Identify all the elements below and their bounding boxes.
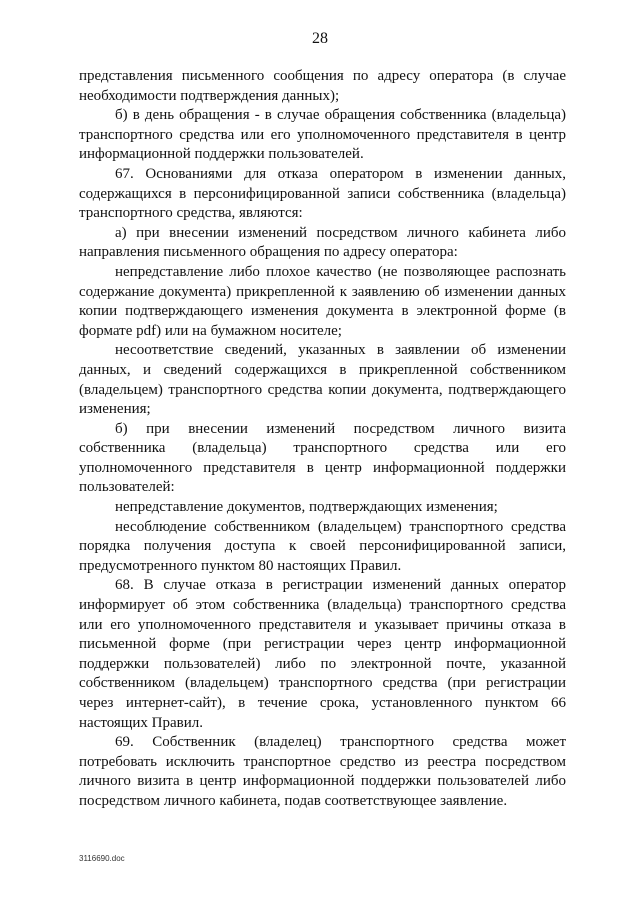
- paragraph-5: непредставление либо плохое качество (не позволяющее распознать содержание документа) прикрепленной к заявлению об изменении данных копии подтверждающего изменения документа в электронной форме (в формате pdf) или на бумажном носителе;: [79, 263, 566, 339]
- paragraph-4: а) при внесении изменений посредством личного кабинета либо направления письменного обращения по адресу оператора:: [79, 224, 566, 261]
- paragraph-1: представления письменного сообщения по адресу оператора (в случае необходимости подтверждения данных);: [79, 68, 566, 104]
- paragraph-9: несоблюдение собственником (владельцем) транспортного средства порядка получения доступа к своей персонифицированной записи, предусмотренного пунктом 80 настоящих Правил.: [79, 518, 566, 574]
- paragraph-3: 67. Основаниями для отказа оператором в изменении данных, содержащихся в персонифицированной записи собственника (владельца) транспортного средства, являются:: [79, 165, 566, 222]
- paragraph-6: несоответствие сведений, указанных в заявлении об изменении данных, и сведений содержащихся в прикрепленной собственником (владельцем) транспортного средства копии документа, подтверждающего изменения;: [79, 342, 566, 418]
- paragraph-10: 68. В случае отказа в регистрации изменений данных оператор информирует об этом собственника (владельца) транспортного средства или его уполномоченного представителя и указывает причины отказа в письменной форме (при регистрации через центр информационной поддержки пользователей) либо по электронной почте, указанной собственником (владельцем) транспортного средства (при регистрации через интернет-сайт), в течение срока, установленного пунктом 66 настоящих Правил.: [79, 577, 566, 731]
- paragraph-2: б) в день обращения - в случае обращения собственника (владельца) транспортного средства или его уполномоченного представителя в центр информационной поддержки пользователей.: [79, 107, 566, 163]
- document-body: [79, 67, 566, 812]
- page-number: 28: [312, 30, 328, 47]
- paragraph-7: б) при внесении изменений посредством личного визита собственника (владельца) транспортного средства или его уполномоченного представителя в центр информационной поддержки пользователей:: [79, 420, 566, 496]
- paragraph-8: непредставление документов, подтверждающих изменения;: [115, 499, 498, 516]
- paragraph-11: 69. Собственник (владелец) транспортного средства может потребовать исключить транспортное средство из реестра посредством личного визита в центр информационной поддержки пользователей либо посредством личного кабинета, подав соответствующее заявление.: [79, 734, 566, 809]
- file-name-footer: 3116690.doc: [79, 854, 125, 863]
